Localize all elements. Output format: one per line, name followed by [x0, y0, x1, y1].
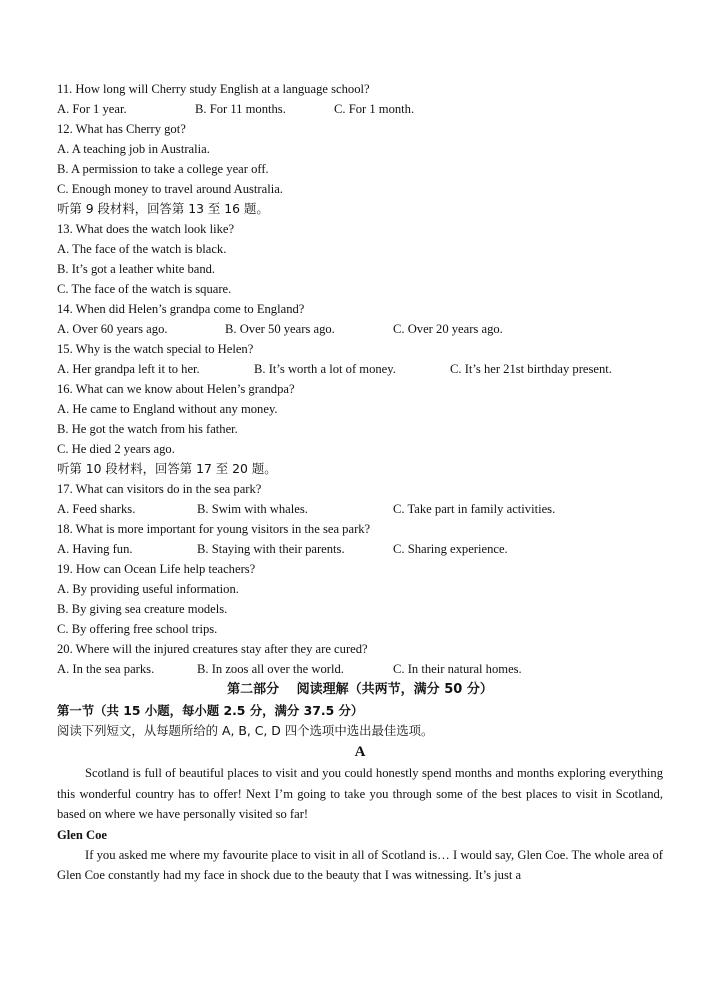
option-a: A. By providing useful information.	[57, 582, 239, 596]
option-c: C. Over 20 years ago.	[393, 322, 503, 336]
option-a: A. In the sea parks.	[57, 662, 155, 676]
listening-instruction: 听第 10 段材料，回答第 17 至 20 题。	[57, 461, 277, 476]
question-20: 20. Where will the injured creatures stay after they are cured?	[57, 642, 368, 656]
option-a: A. Feed sharks.	[57, 502, 136, 516]
question-13: 13. What does the watch look like?	[57, 222, 235, 236]
passage-letter: A	[354, 744, 366, 760]
option-b: B. A permission to take a college year off.	[57, 162, 269, 176]
option-c: C. It’s her 21st birthday present.	[450, 362, 612, 376]
option-a: A. Over 60 years ago.	[57, 322, 168, 336]
question-12: 12. What has Cherry got?	[57, 122, 186, 136]
listening-instruction: 听第 9 段材料，回答第 13 至 16 题。	[57, 201, 269, 216]
option-c: C. Enough money to travel around Australia.	[57, 182, 283, 196]
question-19: 19. How can Ocean Life help teachers?	[57, 562, 256, 576]
option-a: A. A teaching job in Australia.	[57, 142, 210, 156]
option-b: B. Swim with whales.	[197, 502, 308, 516]
question-14: 14. When did Helen’s grandpa come to England?	[57, 302, 305, 316]
option-b: B. By giving sea creature models.	[57, 602, 228, 616]
option-c: C. Sharing experience.	[393, 542, 508, 556]
reading-instruction: 阅读下列短文，从每题所给的 A, B, C, D 四个选项中选出最佳选项。	[57, 723, 434, 738]
question-17: 17. What can visitors do in the sea park?	[57, 482, 262, 496]
section-one-header: 第一节（共 15 小题，每小题 2.5 分，满分 37.5 分）	[57, 703, 364, 718]
passage-subheading: Glen Coe	[57, 827, 108, 842]
question-16: 16. What can we know about Helen’s grandpa?	[57, 382, 295, 396]
option-c: C. By offering free school trips.	[57, 622, 218, 636]
option-c: C. Take part in family activities.	[393, 502, 556, 516]
options-18	[57, 539, 663, 559]
option-b: B. Staying with their parents.	[197, 542, 345, 556]
exam-page	[57, 79, 663, 886]
options-15	[57, 359, 663, 379]
question-11: 11. How long will Cherry study English at a language school?	[57, 82, 370, 96]
option-c: C. He died 2 years ago.	[57, 442, 175, 456]
option-a: A. Having fun.	[57, 542, 133, 556]
option-a: A. For 1 year.	[57, 102, 127, 116]
option-b: B. For 11 months.	[195, 102, 286, 116]
question-18: 18. What is more important for young visitors in the sea park?	[57, 522, 371, 536]
options-11	[57, 99, 663, 119]
passage-paragraph: If you asked me where my favourite place to visit in all of Scotland is… I would say, Glen Coe. The whole area of Glen Coe constantly had my face in shock due to the beauty that I was witnessing. It’s just a	[57, 847, 663, 882]
option-b: B. It’s got a leather white band.	[57, 262, 216, 276]
option-b: B. It’s worth a lot of money.	[254, 362, 396, 376]
options-14	[57, 319, 663, 339]
option-b: B. Over 50 years ago.	[225, 322, 335, 336]
option-a: A. The face of the watch is black.	[57, 242, 227, 256]
question-15: 15. Why is the watch special to Helen?	[57, 342, 254, 356]
option-b: B. He got the watch from his father.	[57, 422, 238, 436]
option-a: A. Her grandpa left it to her.	[57, 362, 200, 376]
option-c: C. In their natural homes.	[393, 662, 522, 676]
option-a: A. He came to England without any money.	[57, 402, 278, 416]
option-c: C. For 1 month.	[334, 102, 415, 116]
options-20	[57, 659, 663, 679]
part-two-title: 第二部分 阅读理解（共两节，满分 50 分）	[227, 682, 493, 697]
options-17	[57, 499, 663, 519]
option-c: C. The face of the watch is square.	[57, 282, 232, 296]
option-b: B. In zoos all over the world.	[197, 662, 344, 676]
passage-paragraph: Scotland is full of beautiful places to visit and you could honestly spend months and months exploring everything this wonderful country has to offer! Next I’m going to take you through some of the best places to visit in Scotland, based on where we have personally visited so far!	[57, 766, 663, 821]
